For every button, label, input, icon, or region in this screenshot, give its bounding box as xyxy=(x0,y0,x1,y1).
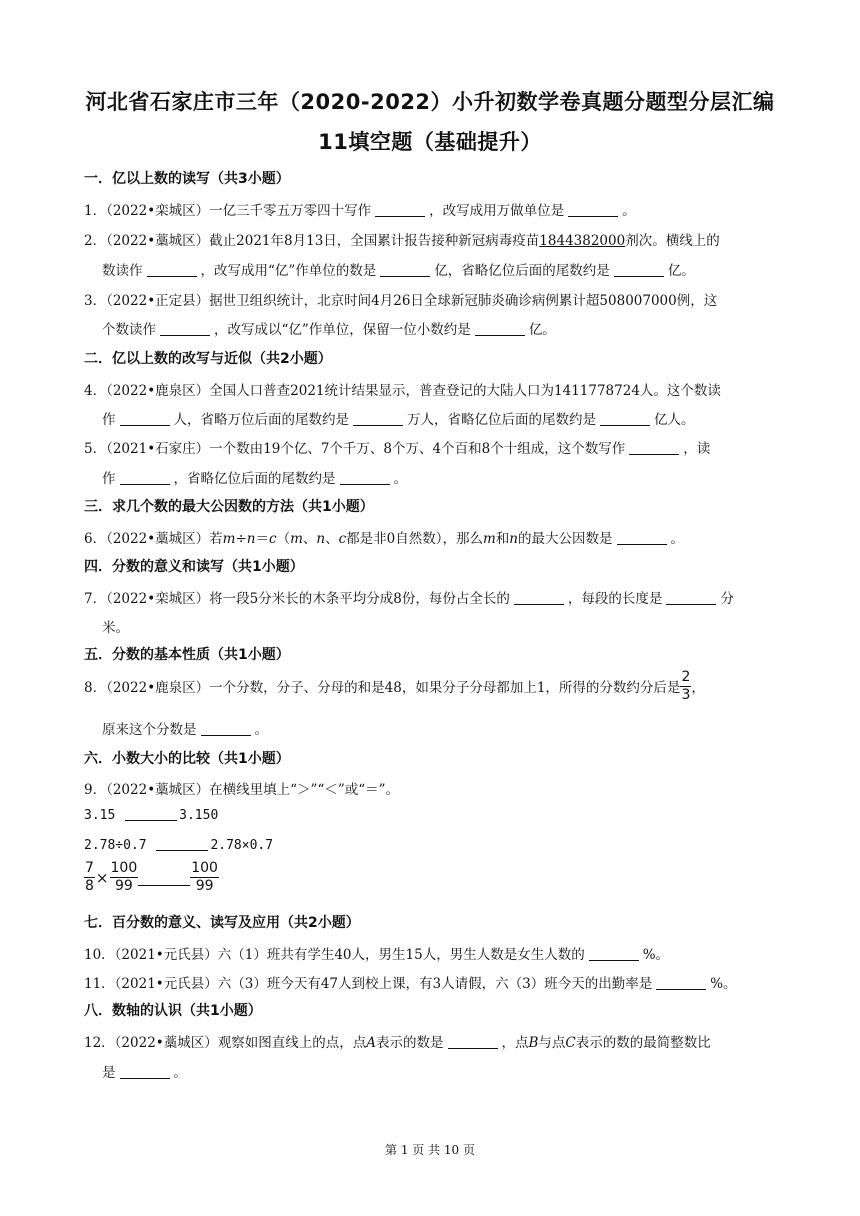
answer-blank[interactable] xyxy=(353,411,403,426)
question-6: 6．（2022•藁城区）若m÷n＝c（m、n、c都是非0自然数），那么m和n的最大公因数是 。 xyxy=(84,531,684,547)
question-3: 3．（2022•正定县）据世卫组织统计，北京时间4月26日全球新冠肺炎确诊病例累计超508007000例，这 xyxy=(84,293,718,309)
answer-blank[interactable] xyxy=(125,806,177,821)
answer-blank[interactable] xyxy=(120,411,170,426)
fraction: $\frac{7}{8}$ xyxy=(85,860,94,894)
answer-blank[interactable] xyxy=(120,1064,170,1079)
answer-blank[interactable] xyxy=(156,836,208,851)
question-11: 11．（2021•元氏县）六（3）班今天有47人到校上课，有3人请假，六（3）班今天的出勤率是 %。 xyxy=(84,976,737,992)
answer-blank[interactable] xyxy=(380,262,430,277)
question-4: 4．（2022•鹿泉区）全国人口普查2021统计结果显示，普查登记的大陆人口为1411778724人。这个数读 xyxy=(84,383,721,399)
question-2-cont: 数读作 ，改写成用“亿”作单位的数是 亿，省略亿位后面的尾数约是 亿。 xyxy=(102,263,695,279)
question-8: 8．（2022•鹿泉区）一个分数，分子、分母的和是48，如果分子分母都加上1，所得的分数约分后是 $\frac{2}{3}$ ， xyxy=(84,668,705,703)
question-7-cont: 米。 xyxy=(102,620,129,636)
question-1: 1．（2022•栾城区）一亿三千零五万零四十写作 ，改写成用万做单位是 。 xyxy=(84,203,636,219)
section-heading: 三．求几个数的最大公因数的方法（共1小题） xyxy=(84,499,374,515)
answer-blank[interactable] xyxy=(375,202,425,217)
answer-blank[interactable] xyxy=(120,470,170,485)
answer-blank[interactable] xyxy=(201,721,251,736)
compare-row-2: 2.78÷0.7 2.78×0.7 xyxy=(84,838,274,853)
answer-blank[interactable] xyxy=(160,321,210,336)
answer-blank[interactable] xyxy=(568,202,618,217)
question-9: 9．（2022•藁城区）在横线里填上“＞”“＜”或“＝”。 xyxy=(84,782,400,798)
section-heading: 七．百分数的意义、读写及应用（共2小题） xyxy=(84,915,360,931)
answer-blank[interactable] xyxy=(475,321,525,336)
answer-blank[interactable] xyxy=(656,975,706,990)
answer-blank[interactable] xyxy=(589,946,639,961)
fraction: $\frac{2}{3}$ xyxy=(681,668,691,703)
answer-blank[interactable] xyxy=(666,590,716,605)
question-5: 5．（2021•石家庄）一个数由19个亿、7个千万、8个万、4个百和8个十组成，这个数写作 ，读 xyxy=(84,441,711,457)
question-2: 2．（2022•藁城区）截止2021年8月13日，全国累计报告接种新冠病毒疫苗1844382000剂次。横线上的 xyxy=(84,233,720,249)
answer-blank[interactable] xyxy=(147,262,197,277)
answer-blank[interactable] xyxy=(629,440,679,455)
document-subtitle: 11填空题（基础提升） xyxy=(318,130,542,154)
question-12: 12．（2022•藁城区）观察如图直线上的点，点A表示的数是 ，点B与点C表示的数的最简整数比 xyxy=(84,1035,711,1051)
answer-blank[interactable] xyxy=(340,470,390,485)
answer-blank[interactable] xyxy=(514,590,564,605)
answer-blank[interactable] xyxy=(614,262,664,277)
underlined-number: 1844382000 xyxy=(539,233,626,249)
fraction: $\frac{100}{99}$ xyxy=(191,860,218,894)
question-7: 7．（2022•栾城区）将一段5分米长的木条平均分成8份，每份占全长的 ，每段的长度是 分 xyxy=(84,591,734,607)
section-heading: 二．亿以上数的改写与近似（共2小题） xyxy=(84,351,332,367)
answer-blank[interactable] xyxy=(138,869,190,886)
compare-row-1: 3.15 3.150 xyxy=(84,808,219,823)
question-8-cont: 原来这个分数是 。 xyxy=(102,722,268,738)
section-heading: 六．小数大小的比较（共1小题） xyxy=(84,751,290,767)
section-heading: 五．分数的基本性质（共1小题） xyxy=(84,647,290,663)
document-title: 河北省石家庄市三年（2020-2022）小升初数学卷真题分题型分层汇编 xyxy=(85,90,775,114)
question-3-cont: 个数读作 ，改写成以“亿”作单位，保留一位小数约是 亿。 xyxy=(102,322,556,338)
page-footer: 第 1 页 共 10 页 xyxy=(385,1143,475,1157)
section-heading: 一．亿以上数的读写（共3小题） xyxy=(84,171,290,187)
answer-blank[interactable] xyxy=(617,530,667,545)
section-heading: 八．数轴的认识（共1小题） xyxy=(84,1003,262,1019)
question-4-cont: 作 人，省略万位后面的尾数约是 万人，省略亿位后面的尾数约是 亿人。 xyxy=(102,412,695,428)
answer-blank[interactable] xyxy=(600,411,650,426)
answer-blank[interactable] xyxy=(448,1034,498,1049)
question-10: 10．（2021•元氏县）六（1）班共有学生40人，男生15人，男生人数是女生人数的 %。 xyxy=(84,947,670,963)
question-5-cont: 作 ，省略亿位后面的尾数约是 。 xyxy=(102,471,407,487)
question-12-cont: 是 。 xyxy=(102,1065,187,1081)
section-heading: 四．分数的意义和读写（共1小题） xyxy=(84,559,304,575)
compare-row-3: $\frac{7}{8}$ × $\frac{100}{99}$ $\frac{100}{99}$ xyxy=(85,860,218,894)
fraction: $\frac{100}{99}$ xyxy=(110,860,138,894)
